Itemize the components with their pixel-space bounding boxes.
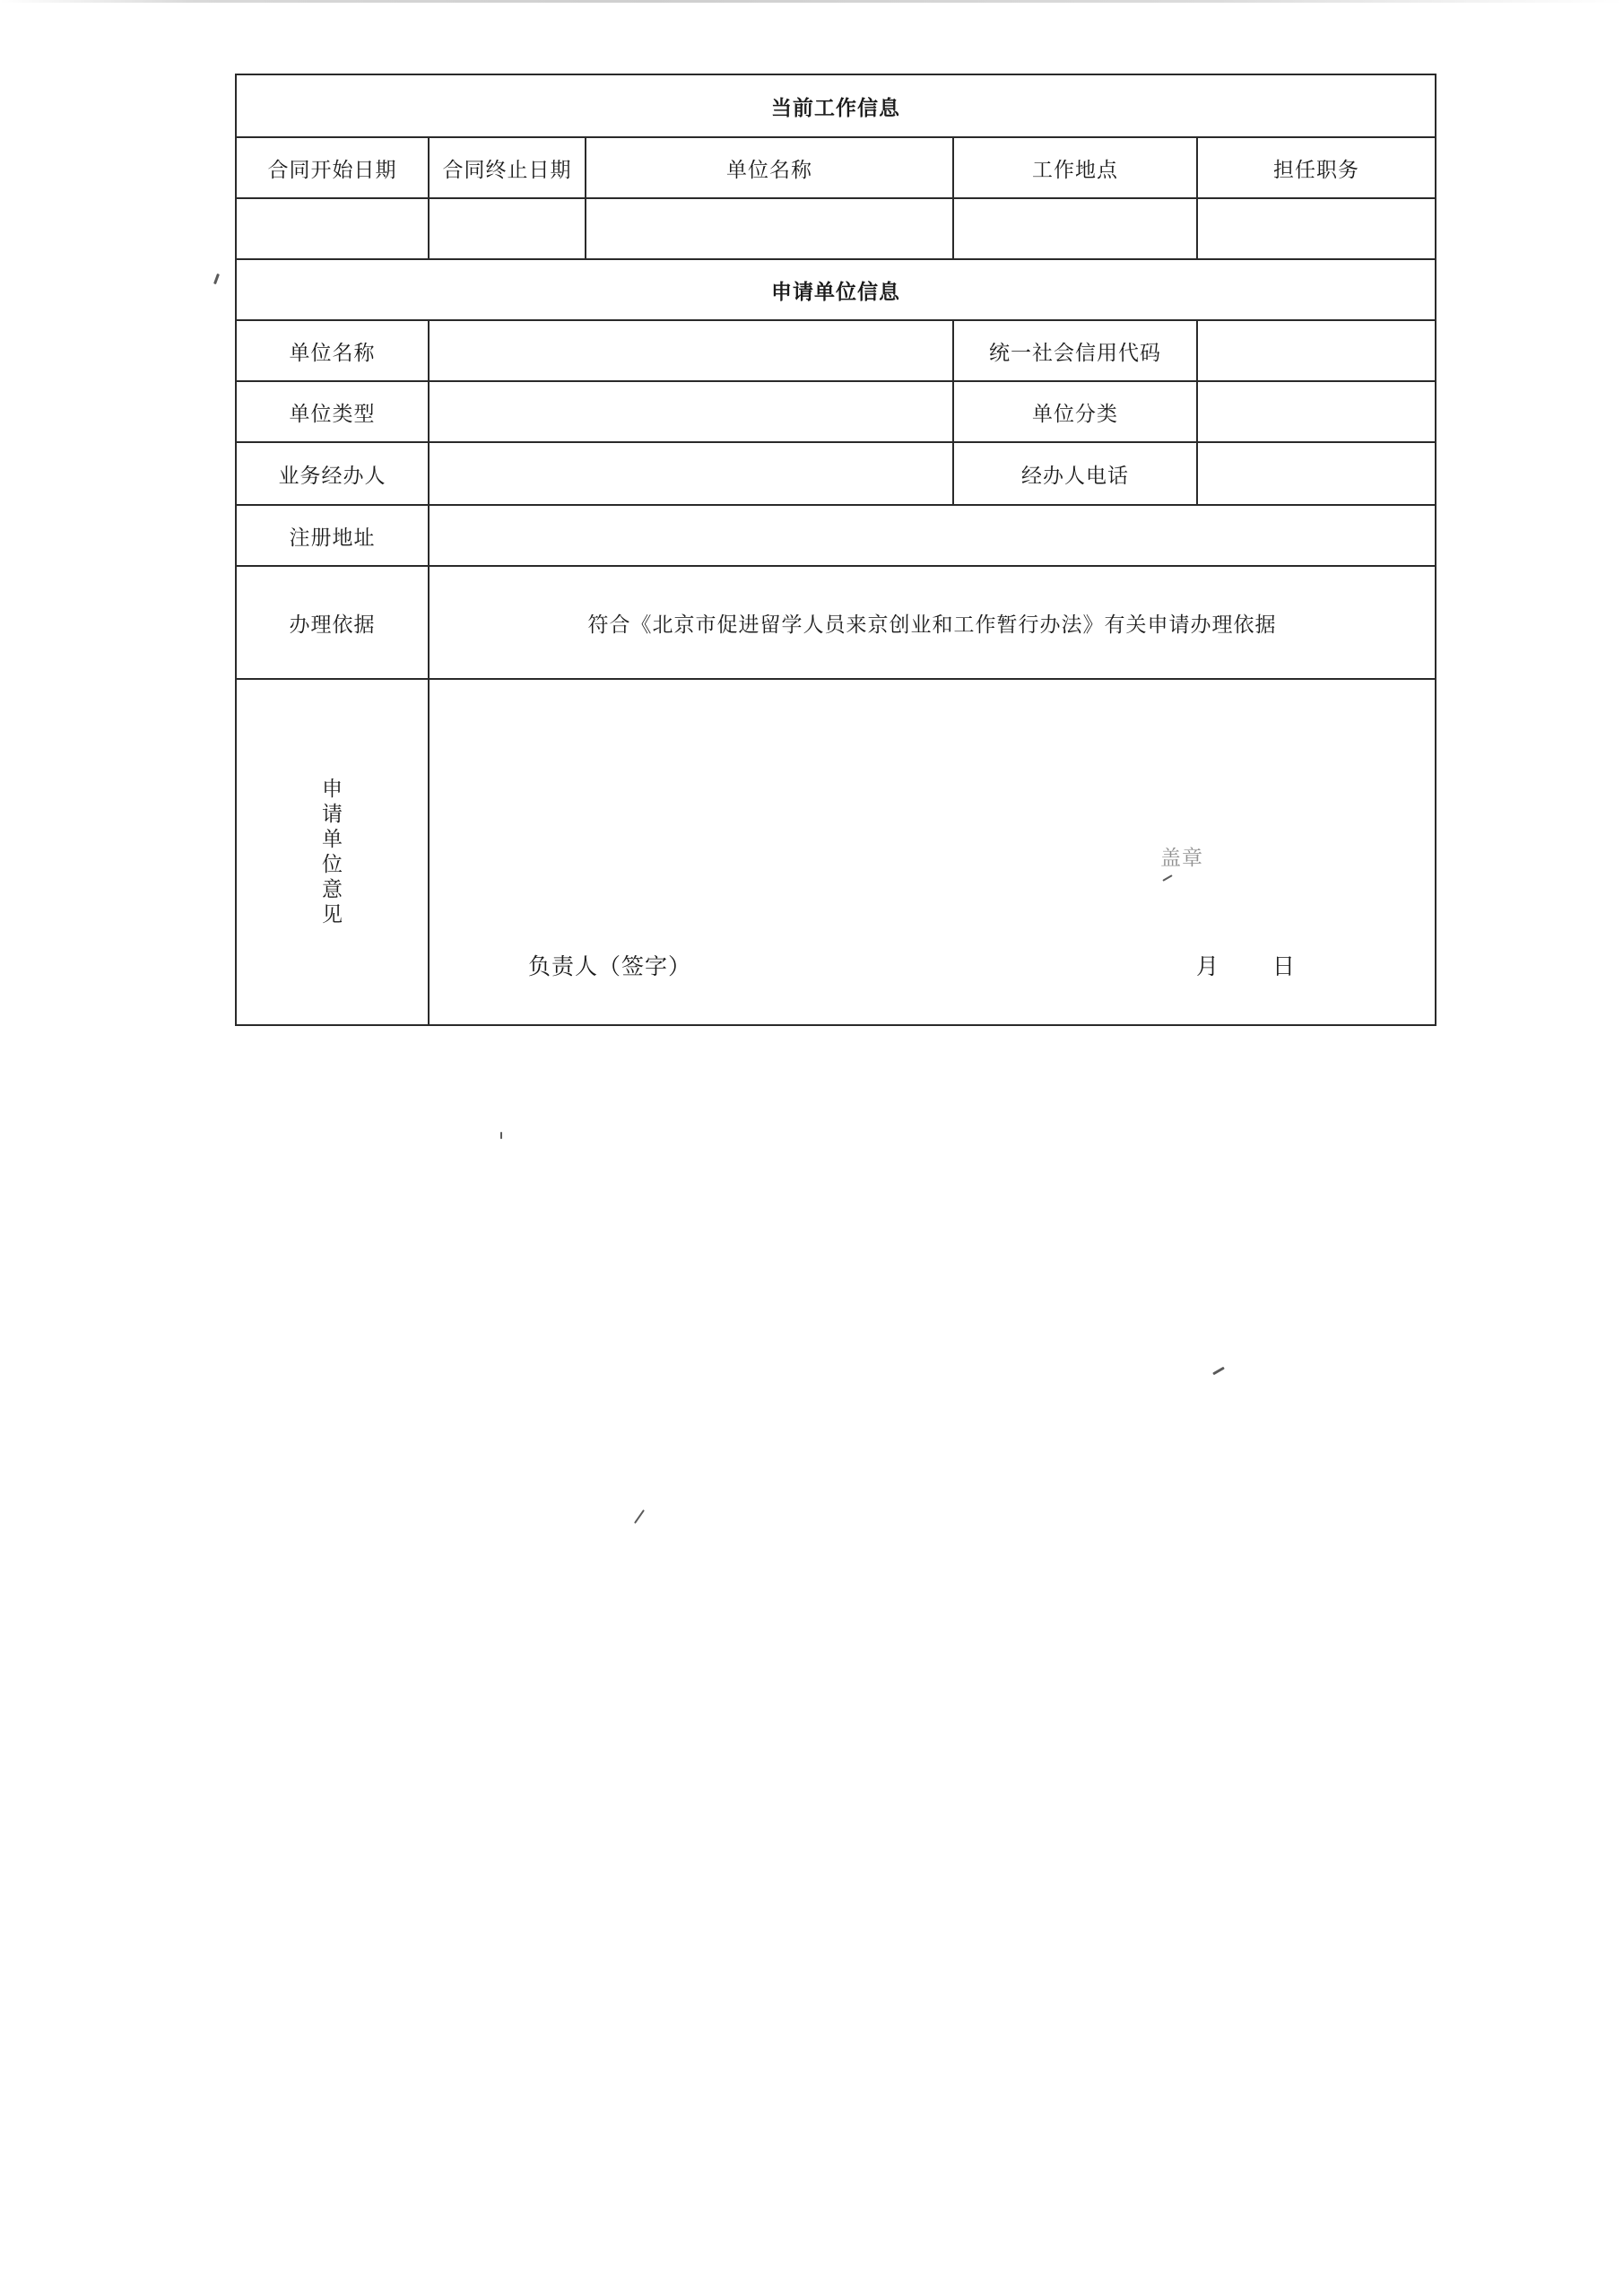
scan-speck	[1212, 1367, 1225, 1376]
work-location-header: 工作地点	[953, 137, 1197, 198]
credit-code-field[interactable]	[1197, 320, 1436, 381]
employer-name-field[interactable]	[586, 198, 953, 259]
registered-address-label: 注册地址	[236, 505, 429, 566]
contract-start-date-header: 合同开始日期	[236, 137, 429, 198]
scan-speck	[634, 1509, 645, 1524]
unit-type-field[interactable]	[429, 381, 953, 442]
unit-name-label: 单位名称	[236, 320, 429, 381]
basis-row	[236, 566, 1436, 679]
applicant-title: 申请单位信息	[236, 259, 1436, 320]
opinion-field[interactable]	[429, 679, 1436, 1025]
signer-label: 负责人（签字）	[528, 953, 692, 979]
handler-phone-label: 经办人电话	[953, 442, 1197, 505]
employer-name-header: 单位名称	[586, 137, 953, 198]
contract-start-date-field[interactable]	[236, 198, 429, 259]
work-location-field[interactable]	[953, 198, 1197, 259]
address-row	[236, 505, 1436, 566]
unit-name-field[interactable]	[429, 320, 953, 381]
unit-category-label: 单位分类	[953, 381, 1197, 442]
credit-code-label: 统一社会信用代码	[953, 320, 1197, 381]
current-work-columns-row	[236, 137, 1436, 198]
day-label: 日	[1272, 953, 1297, 979]
table-row	[236, 320, 1436, 381]
position-field[interactable]	[1197, 198, 1436, 259]
table-row	[236, 442, 1436, 505]
basis-text: 符合《北京市促进留学人员来京创业和工作暂行办法》有关申请办理依据	[429, 566, 1436, 679]
work-info-form	[235, 74, 1436, 1026]
basis-label: 办理依据	[236, 566, 429, 679]
opinion-label: 申请单位意见	[322, 778, 343, 926]
current-work-values-row	[236, 198, 1436, 259]
applicant-header-row	[236, 259, 1436, 320]
table-row	[236, 381, 1436, 442]
scan-speck	[213, 274, 220, 284]
contract-end-date-field[interactable]	[429, 198, 586, 259]
position-header: 担任职务	[1197, 137, 1436, 198]
opinion-row	[236, 679, 1436, 1025]
month-label: 月	[1196, 953, 1220, 979]
handler-field[interactable]	[429, 442, 953, 505]
handler-label: 业务经办人	[236, 442, 429, 505]
scan-top-edge	[0, 0, 1623, 3]
registered-address-field[interactable]	[429, 505, 1436, 566]
current-work-header-row	[236, 74, 1436, 137]
contract-end-date-header: 合同终止日期	[429, 137, 586, 198]
unit-category-field[interactable]	[1197, 381, 1436, 442]
scan-speck	[500, 1132, 502, 1139]
unit-type-label: 单位类型	[236, 381, 429, 442]
handler-phone-field[interactable]	[1197, 442, 1436, 505]
current-work-title: 当前工作信息	[236, 74, 1436, 137]
seal-text: 盖章	[1160, 847, 1203, 870]
opinion-label-cell	[236, 679, 429, 1025]
